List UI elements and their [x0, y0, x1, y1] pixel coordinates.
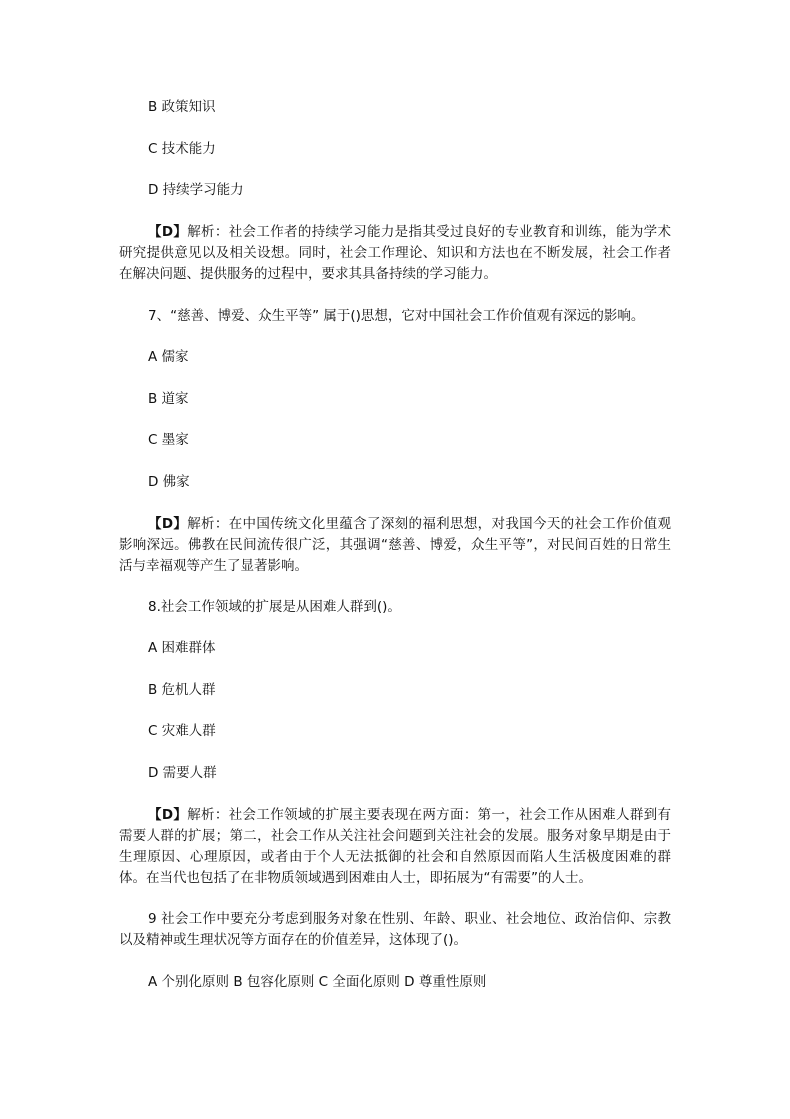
- q7-analysis-text: 解析：在中国传统文化里蕴含了深刻的福利思想，对我国今天的社会工作价值观影响深远。佛教在民间流传很广泛，其强调“慈善、博爱，众生平等”，对民间百姓的日常生活与幸福观等产生了显著影响。: [119, 516, 671, 574]
- q7-analysis-paragraph: [119, 514, 671, 577]
- q6-analysis-paragraph: [119, 222, 671, 285]
- q6-option-c: C 技术能力: [148, 141, 216, 157]
- q7-option-d: D 佛家: [148, 474, 190, 490]
- q8-question-stem: 8.社会工作领域的扩展是从困难人群到()。: [148, 599, 401, 615]
- q6-option-d: D 持续学习能力: [148, 182, 244, 198]
- q8-analysis-text: 解析：社会工作领域的扩展主要表现在两方面：第一，社会工作从困难人群到有需要人群的扩展；第二，社会工作从关注社会问题到关注社会的发展。服务对象早期是由于生理原因、心理原因，或者由于个人无法抵御的社会和自然原因而陷人生活极度困难的群体。在当代也包括了在非物质领域遇到困难由人士，即拓展为“有需要”的人士。: [119, 807, 671, 886]
- q6-analysis-text: 解析：社会工作者的持续学习能力是指其受过良好的专业教育和训练，能为学术研究提供意见以及相关设想。同时，社会工作理论、知识和方法也在不断发展，社会工作者在解决问题、提供服务的过程中，要求其具备持续的学习能力。: [119, 224, 671, 282]
- q8-analysis-paragraph: [119, 805, 671, 889]
- q8-answer-mark: 【D】: [148, 807, 188, 823]
- q8-option-c: C 灾难人群: [148, 723, 216, 739]
- q9-question-stem: 9 社会工作中要充分考虑到服务对象在性别、年龄、职业、社会地位、政治信仰、宗教以及精神或生理状况等方面存在的价值差异，这体现了()。: [119, 911, 671, 948]
- q7-option-b: B 道家: [148, 391, 189, 407]
- q9-options: A 个别化原则 B 包容化原则 C 全面化原则 D 尊重性原则: [148, 974, 487, 990]
- q8-option-a: A 困难群体: [148, 640, 216, 656]
- q6-answer-mark: 【D】: [148, 224, 188, 240]
- q6-option-b: B 政策知识: [148, 99, 216, 115]
- q7-question-stem: 7、“慈善、博爱、众生平等” 属于()思想，它对中国社会工作价值观有深远的影响。: [148, 308, 645, 324]
- q8-option-b: B 危机人群: [148, 682, 216, 698]
- q7-option-a: A 儒家: [148, 349, 189, 365]
- q7-answer-mark: 【D】: [148, 516, 188, 532]
- q8-option-d: D 需要人群: [148, 765, 217, 781]
- q7-option-c: C 墨家: [148, 432, 189, 448]
